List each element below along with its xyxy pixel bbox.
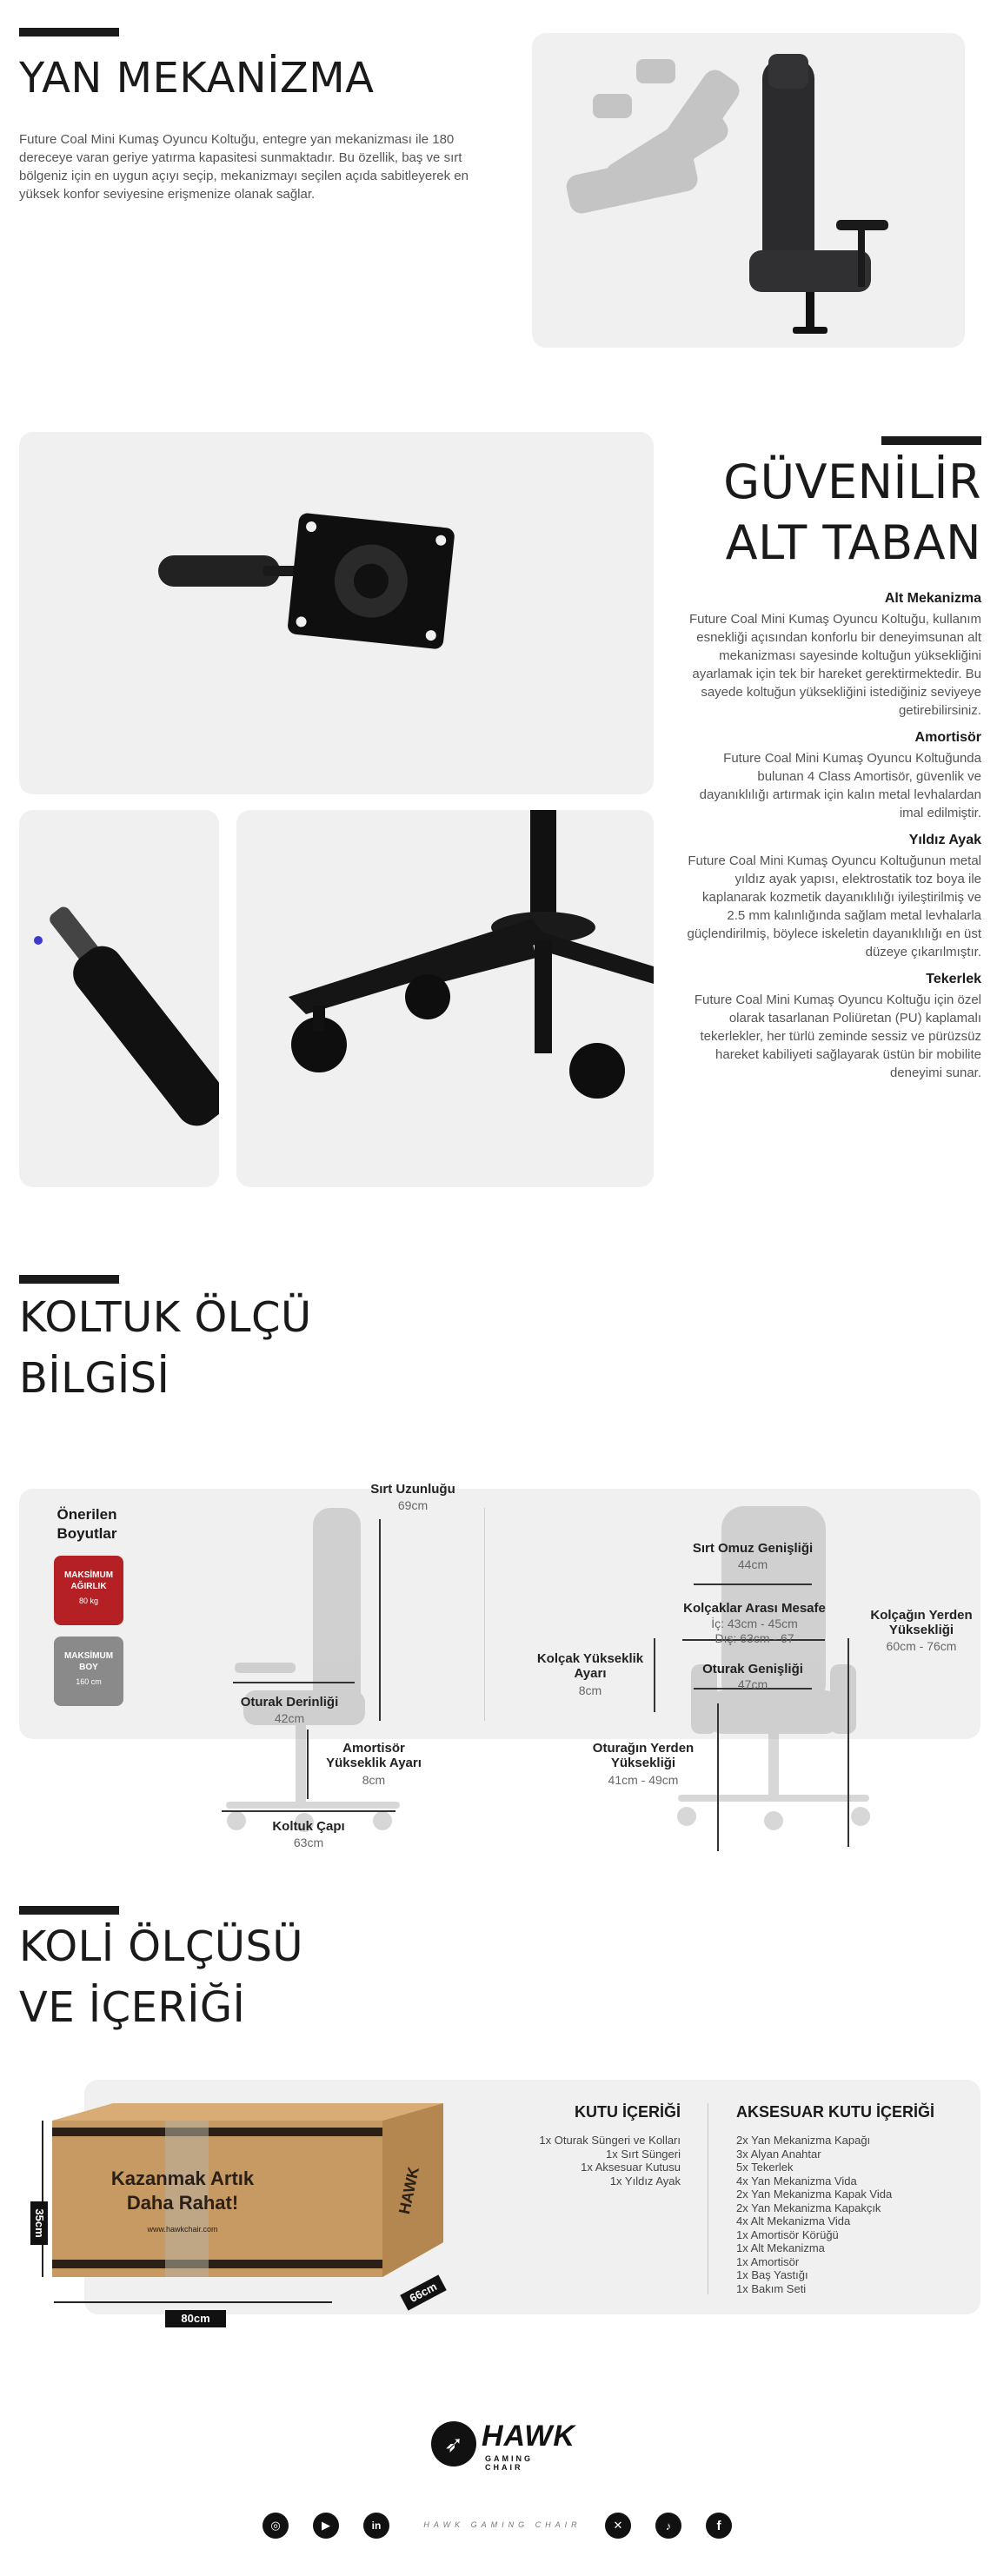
section-bar — [881, 436, 981, 445]
section-bar — [19, 1906, 119, 1915]
list-item: 1x Alt Mekanizma — [736, 2241, 825, 2254]
accessory-contents-title: AKSESUAR KUTU İÇERİĞİ — [736, 2103, 935, 2121]
list-item: 1x Sırt Süngeri — [606, 2147, 681, 2161]
footer-tagline: HAWK GAMING CHAIR — [423, 2520, 582, 2529]
max-weight-badge — [54, 1556, 123, 1625]
armrest-adjust-value: 8cm — [578, 1683, 602, 1697]
social-row — [261, 2513, 736, 2540]
base-diameter-value: 63cm — [293, 1836, 324, 1849]
list-item: 1x Baş Yastığı — [736, 2268, 808, 2281]
facebook-icon[interactable]: f — [706, 2513, 732, 2539]
armrest-gap-inner: İç: 43cm - 45cm — [711, 1617, 798, 1630]
max-height-badge — [54, 1637, 123, 1706]
base-diameter-line — [222, 1810, 395, 1812]
list-item: 4x Yan Mekanizma Vida — [736, 2174, 857, 2188]
box-width-label: 80cm — [165, 2310, 226, 2327]
back-length-value: 69cm — [397, 1498, 429, 1512]
box-height-label: 35cm — [30, 2201, 48, 2245]
list-item: 5x Tekerlek — [736, 2161, 794, 2174]
shoulder-width-title: Sırt Omuz Genişliği — [692, 1541, 814, 1556]
section-bar — [19, 1275, 119, 1284]
feature-title: Amortisör — [914, 730, 981, 745]
seat-width-title: Oturak Genişliği — [702, 1662, 803, 1676]
max-height-label: MAKSİMUM BOY — [63, 1651, 114, 1672]
feature-title: Yıldız Ayak — [908, 833, 981, 847]
feature-body: Future Coal Mini Kumaş Oyuncu Koltuğu, kullanım esnekliği açısından konforlu bir deneyimsunan alt mekanizması sayesinde koltuğun yüksekliğini ayarlamak için tek bir hareket gerektirmektedir. Bu sayede koltuğun yüksekliğini istediğiniz seviyeye getirebilirsiniz. — [689, 612, 981, 718]
max-weight-label: MAKSİMUM AĞIRLIK — [63, 1570, 114, 1591]
list-item: 4x Alt Mekanizma Vida — [736, 2214, 851, 2227]
section-title-reliable-base-2: ALT TABAN — [725, 515, 981, 570]
armrest-height-title: Kolçağın Yerden Yüksekliği — [870, 1608, 973, 1637]
list-item: 2x Yan Mekanizma Kapağı — [736, 2134, 871, 2147]
list-item: 1x Bakım Seti — [736, 2281, 807, 2295]
feature-body: Future Coal Mini Kumaş Oyuncu Koltuğu için özel olarak tasarlanan Poliüretan (PU) kaplamalı tekerlekler, her türlü zeminde sessiz ve pürüzsüz hareket kabiliyeti sağlayarak üstün bir mobilite deneyimi sunar. — [694, 993, 981, 1080]
x-icon[interactable]: ✕ — [605, 2513, 631, 2539]
seat-depth-title: Oturak Derinliği — [240, 1695, 339, 1710]
box-height-line — [42, 2121, 43, 2277]
footer-logo — [431, 2418, 575, 2472]
base-mechanism-image — [19, 432, 654, 794]
section-title-package-2: VE İÇERİĞİ — [19, 1983, 246, 2032]
linkedin-icon[interactable]: in — [363, 2513, 389, 2539]
youtube-icon[interactable]: ▶ — [313, 2513, 339, 2539]
list-item: 2x Yan Mekanizma Kapakçık — [736, 2201, 881, 2214]
seat-depth-line — [233, 1682, 355, 1683]
box-contents-title: KUTU İÇERİĞİ — [574, 2103, 681, 2121]
seat-width-value: 47cm — [737, 1677, 768, 1691]
hawk-logo-icon: ➶ — [431, 2421, 476, 2466]
box-slogan-2: Daha Rahat! — [126, 2192, 239, 2214]
feature-title: Alt Mekanizma — [884, 591, 981, 606]
footer-brand-sub: GAMING CHAIR — [485, 2454, 533, 2472]
list-item: 1x Oturak Süngeri ve Kolları — [539, 2134, 681, 2147]
section-title-reliable-base-1: GÜVENİLİR — [723, 455, 981, 509]
section-title-dimensions-1: KOLTUK ÖLÇÜ — [19, 1293, 312, 1342]
side-mechanism-image — [532, 33, 965, 348]
feature-body: Future Coal Mini Kumaş Oyuncu Koltuğunun metal yıldız ayak yapısı, elektrostatik toz boya ile kaplanarak kozmetik dayanıklılığı iyileştirilmiş ve 2.5 mm kalınlığında sağlam metal levhalarla güçlendirilmiş, böylece iskeletin dayanıklılığı en üst düzeye çıkarılmıştır. — [687, 853, 981, 959]
feature-title: Tekerlek — [926, 972, 981, 986]
list-item: 1x Aksesuar Kutusu — [581, 2161, 681, 2174]
armrest-adjust-title: Kolçak Yükseklik Ayarı — [536, 1651, 644, 1681]
armrest-height-line — [847, 1638, 849, 1847]
shoulder-width-value: 44cm — [737, 1557, 768, 1571]
box-slogan-1: Kazanmak Artık — [110, 2168, 255, 2189]
panel-divider — [484, 1508, 485, 1721]
list-item: 1x Yıldız Ayak — [609, 2174, 681, 2188]
footer-brand: HAWK — [482, 2420, 575, 2453]
list-item: 3x Alyan Anahtar — [736, 2147, 821, 2161]
box-brand: HAWK — [395, 2165, 423, 2216]
armrest-gap-title: Kolçaklar Arası Mesafe — [683, 1601, 826, 1616]
base-diameter-title: Koltuk Çapı — [272, 1819, 345, 1834]
side-mechanism-body: Future Coal Mini Kumaş Oyuncu Koltuğu, entegre yan mekanizması ile 180 dereceye varan geriye yatırma kapasitesi sunmaktadır. Bu özellik, baş ve sırt bölgeniz için en uygun açıyı seçip, mekanizmayı seçilen açıda sabitleyerek en yüksek konfor seviyesine erişmenize olanak sağlar. — [19, 132, 469, 202]
box-width-line — [54, 2301, 332, 2303]
tiktok-icon[interactable]: ♪ — [655, 2513, 681, 2539]
section-title-package-1: KOLİ ÖLÇÜSÜ — [19, 1922, 304, 1971]
max-weight-value: 80 kg — [78, 1597, 99, 1605]
gas-lift-image — [19, 810, 219, 1187]
back-length-line — [379, 1519, 381, 1721]
max-height-value: 160 cm — [76, 1677, 102, 1686]
box-depth-label: 66cm — [400, 2274, 447, 2310]
list-item: 1x Amortisör — [736, 2254, 800, 2268]
recommended-title: Önerilen Boyutlar — [56, 1506, 117, 1542]
armrest-adjust-line — [654, 1638, 655, 1712]
armrest-gap-outer: Dış: 63cm - 67 — [715, 1631, 794, 1645]
back-length-title: Sırt Uzunluğu — [370, 1482, 455, 1497]
list-item: 1x Amortisör Körüğü — [736, 2227, 839, 2241]
section-bar — [19, 28, 119, 37]
seat-height-line — [717, 1703, 719, 1851]
shock-adjust-title: Amortisör Yükseklik Ayarı — [326, 1741, 422, 1770]
shock-line — [307, 1730, 309, 1799]
feature-list — [685, 581, 981, 1082]
box-url: www.hawkchair.com — [147, 2225, 218, 2234]
instagram-icon[interactable]: ◎ — [263, 2513, 289, 2539]
list-item: 2x Yan Mekanizma Kapak Vida — [736, 2188, 893, 2201]
shoulder-width-line — [694, 1583, 812, 1585]
seat-height-value: 41cm - 49cm — [608, 1773, 679, 1787]
seat-depth-value: 42cm — [274, 1711, 305, 1725]
box-contents-list — [487, 2134, 681, 2188]
shock-adjust-value: 8cm — [362, 1773, 386, 1787]
armrest-height-value: 60cm - 76cm — [886, 1639, 957, 1653]
accessory-contents-list — [736, 2134, 971, 2295]
star-base-image — [236, 810, 654, 1187]
feature-body: Future Coal Mini Kumaş Oyuncu Koltuğunda bulunan 4 Class Amortisör, güvenlik ve dayanıklılığı artırmak için kalın metal levhalardan imal edilmiştir. — [699, 751, 981, 820]
section-title-side-mechanism: YAN MEKANİZMA — [19, 54, 375, 103]
seat-height-title: Oturağın Yerden Yüksekliği — [592, 1741, 695, 1770]
section-title-dimensions-2: BİLGİSİ — [19, 1354, 170, 1403]
